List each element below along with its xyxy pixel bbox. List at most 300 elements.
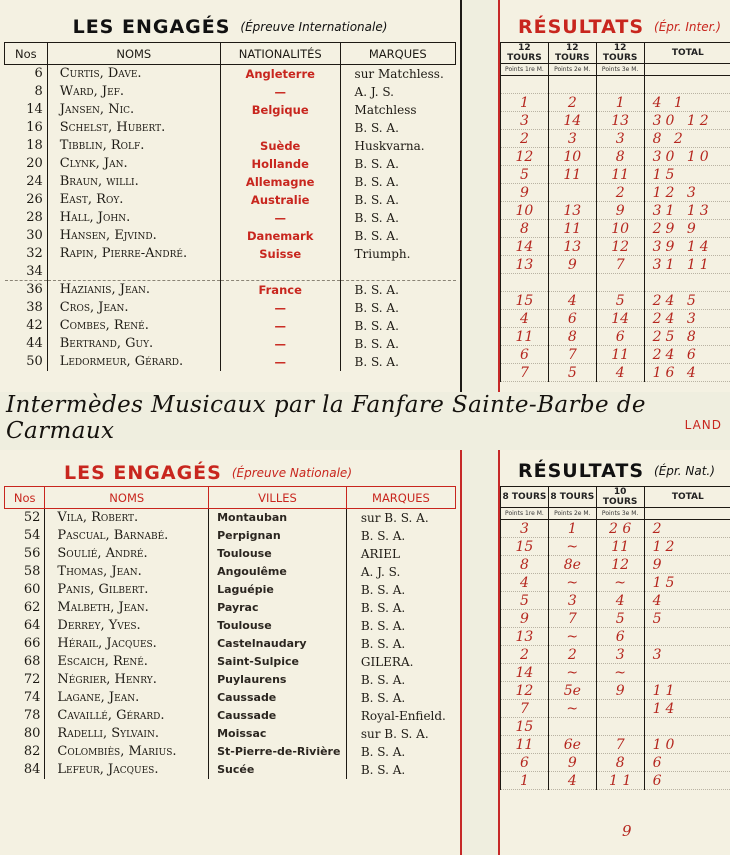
result-total: 29 9 <box>644 220 730 238</box>
result-points: 15 <box>501 292 549 310</box>
table-row <box>5 155 456 173</box>
entry-number: 78 <box>23 708 41 723</box>
table-row <box>5 101 456 119</box>
entry-name: Bertrand, Guy. <box>47 335 220 353</box>
results-row <box>501 220 730 238</box>
international-results-panel <box>498 0 730 392</box>
result-points: 4 <box>548 772 596 790</box>
result-points: 3 <box>596 130 644 148</box>
table-row <box>5 353 456 371</box>
entry-brand: B. S. A. <box>340 317 455 335</box>
result-points: 8 <box>596 754 644 772</box>
result-points: 9 <box>548 754 596 772</box>
results-row <box>501 256 730 274</box>
results-row <box>501 346 730 364</box>
entry-name: Combes, René. <box>47 317 220 335</box>
table-row <box>5 689 456 707</box>
national-title: LES ENGAGÉS <box>64 462 222 484</box>
result-points: 10 <box>501 202 549 220</box>
result-points <box>501 76 549 94</box>
result-points: 6 <box>596 628 644 646</box>
entry-nationality: Hollande <box>220 155 340 173</box>
table-row <box>5 191 456 209</box>
results-row <box>501 538 730 556</box>
result-points: 3 <box>548 592 596 610</box>
entry-number: 68 <box>23 654 41 669</box>
result-points: 14 <box>596 310 644 328</box>
entry-number: 44 <box>26 336 43 351</box>
entry-name: Cros, Jean. <box>47 299 220 317</box>
entry-brand: B. S. A. <box>346 689 455 707</box>
result-total <box>644 664 730 682</box>
result-points: 11 <box>596 166 644 184</box>
entry-nationality: Suisse <box>220 245 340 263</box>
result-points: 5e <box>548 682 596 700</box>
results-col-header: TOTAL <box>644 43 730 64</box>
entry-nationality: — <box>220 209 340 227</box>
entry-number: 82 <box>23 744 41 759</box>
entry-nationality: Australie <box>220 191 340 209</box>
entry-number: 6 <box>34 66 43 82</box>
result-points <box>501 274 549 292</box>
result-points: 8 <box>501 220 549 238</box>
entry-name: East, Roy. <box>47 191 220 209</box>
table-row <box>5 509 456 527</box>
result-total: 12 <box>644 538 730 556</box>
table-row <box>5 281 456 299</box>
entry-name: Thomas, Jean. <box>45 563 209 581</box>
table-row <box>5 173 456 191</box>
result-points: 5 <box>596 610 644 628</box>
entry-name: Lefeur, Jacques. <box>45 761 209 779</box>
table-row <box>5 617 456 635</box>
result-points: 7 <box>596 736 644 754</box>
col-names: NOMS <box>45 487 209 509</box>
result-points: 8 <box>501 556 549 574</box>
entry-name: Panis, Gilbert. <box>45 581 209 599</box>
col-nationalities: NATIONALITÉS <box>220 43 340 65</box>
entry-nationality: — <box>220 299 340 317</box>
entry-nationality: — <box>220 83 340 101</box>
banner <box>6 392 726 444</box>
result-points: 11 <box>548 166 596 184</box>
result-points: 1 <box>596 94 644 112</box>
results-col-header: 8 TOURS <box>548 487 596 508</box>
results-row <box>501 520 730 538</box>
national-results-subtitle: (Épr. Nat.) <box>654 464 715 478</box>
result-points: 1 1 <box>596 772 644 790</box>
entry-nationality <box>220 263 340 281</box>
entry-nationality <box>220 119 340 137</box>
result-total: 8 2 <box>644 130 730 148</box>
results-row <box>501 274 730 292</box>
results-row <box>501 718 730 736</box>
international-results-title: RÉSULTATS <box>518 16 645 38</box>
result-points: 2 <box>548 94 596 112</box>
result-points: 15 <box>501 538 549 556</box>
entry-nationality: — <box>220 335 340 353</box>
entry-nationality: Suède <box>220 137 340 155</box>
result-points: 3 <box>501 112 549 130</box>
table-row <box>5 119 456 137</box>
table-row <box>5 635 456 653</box>
result-points: 15 <box>501 718 549 736</box>
result-points: 8 <box>596 148 644 166</box>
results-row <box>501 736 730 754</box>
entry-nationality: — <box>220 353 340 371</box>
entry-brand: A. J. S. <box>340 83 455 101</box>
result-total <box>644 274 730 292</box>
results-subheader <box>644 508 730 520</box>
results-col-header: 12 TOURS <box>596 43 644 64</box>
result-total: 16 4 <box>644 364 730 382</box>
entry-nationality: Belgique <box>220 101 340 119</box>
results-subheader <box>644 64 730 76</box>
result-points: 7 <box>548 610 596 628</box>
results-footnote: 9 <box>622 822 632 840</box>
entry-brand: B. S. A. <box>340 353 455 371</box>
results-subheader: Points 2e M. <box>548 64 596 76</box>
result-points: 9 <box>501 184 549 202</box>
national-entries-table <box>4 486 456 779</box>
results-row <box>501 574 730 592</box>
result-points: 13 <box>548 202 596 220</box>
entry-brand: B. S. A. <box>346 581 455 599</box>
results-row <box>501 364 730 382</box>
entry-town: Castelnaudary <box>209 635 347 653</box>
entry-brand: B. S. A. <box>340 227 455 245</box>
entry-town: Moissac <box>209 725 347 743</box>
national-subtitle: (Épreuve Nationale) <box>231 466 352 480</box>
result-points: 7 <box>548 346 596 364</box>
result-points: 6 <box>501 346 549 364</box>
result-total: 24 5 <box>644 292 730 310</box>
result-points: 12 <box>596 556 644 574</box>
entry-number: 72 <box>23 672 41 687</box>
international-subtitle: (Épreuve Internationale) <box>240 20 388 34</box>
result-points: ~ <box>548 628 596 646</box>
result-points: 5 <box>548 364 596 382</box>
result-points: ~ <box>548 664 596 682</box>
entry-town: Toulouse <box>209 545 347 563</box>
national-results-panel <box>498 450 730 855</box>
entry-brand: B. S. A. <box>340 173 455 191</box>
result-points: ~ <box>548 574 596 592</box>
entry-number: 62 <box>23 600 41 615</box>
entry-town: Caussade <box>209 689 347 707</box>
result-points: 1 <box>548 520 596 538</box>
results-row <box>501 772 730 790</box>
result-total: 14 <box>644 700 730 718</box>
result-total: 15 <box>644 166 730 184</box>
entry-town: St-Pierre-de-Rivière <box>209 743 347 761</box>
result-points: 9 <box>501 610 549 628</box>
result-points: 8e <box>548 556 596 574</box>
table-row <box>5 335 456 353</box>
entry-number: 32 <box>26 246 43 261</box>
entry-brand: B. S. A. <box>346 743 455 761</box>
results-row <box>501 556 730 574</box>
entry-number: 34 <box>5 263 48 281</box>
entry-brand: GILERA. <box>346 653 455 671</box>
result-points: 9 <box>548 256 596 274</box>
col-num: Nos <box>5 43 48 65</box>
results-row <box>501 592 730 610</box>
entry-brand: B. S. A. <box>340 209 455 227</box>
result-total: 25 8 <box>644 328 730 346</box>
entry-name: Hall, John. <box>47 209 220 227</box>
table-row <box>5 65 456 83</box>
entry-number: 42 <box>26 318 43 333</box>
entry-town: Caussade <box>209 707 347 725</box>
result-points: ~ <box>596 664 644 682</box>
banner-side-text: LAND <box>684 418 722 432</box>
table-row <box>5 527 456 545</box>
results-row <box>501 94 730 112</box>
result-points: 7 <box>501 364 549 382</box>
table-row <box>5 299 456 317</box>
entry-name <box>47 263 220 281</box>
entry-brand: B. S. A. <box>340 191 455 209</box>
entry-brand: A. J. S. <box>346 563 455 581</box>
entry-number: 54 <box>23 528 41 543</box>
result-points: ~ <box>548 538 596 556</box>
entry-name: Négrier, Henry. <box>45 671 209 689</box>
result-points: 4 <box>501 574 549 592</box>
table-row <box>5 263 456 281</box>
result-total: 11 <box>644 682 730 700</box>
results-row <box>501 646 730 664</box>
international-results-header <box>500 14 730 40</box>
result-points: 5 <box>596 292 644 310</box>
entry-nationality: France <box>220 281 340 299</box>
results-row <box>501 76 730 94</box>
col-names: NOMS <box>47 43 220 65</box>
result-total: 9 <box>644 556 730 574</box>
results-row <box>501 682 730 700</box>
result-total: 24 3 <box>644 310 730 328</box>
entry-number: 74 <box>23 690 41 705</box>
result-points <box>596 718 644 736</box>
entry-name: Hazianis, Jean. <box>47 281 220 299</box>
results-row <box>501 610 730 628</box>
entry-brand <box>340 263 455 281</box>
result-total: 5 <box>644 610 730 628</box>
entry-name: Cavaillé, Gérard. <box>45 707 209 725</box>
result-total: 39 14 <box>644 238 730 256</box>
international-results-subtitle: (Épr. Inter.) <box>654 20 721 34</box>
entry-town: Saint-Sulpice <box>209 653 347 671</box>
result-points: 11 <box>501 736 549 754</box>
results-row <box>501 238 730 256</box>
results-subheader: Points 3e M. <box>596 508 644 520</box>
result-points: 2 <box>501 646 549 664</box>
entry-brand: B. S. A. <box>346 527 455 545</box>
table-row <box>5 653 456 671</box>
entry-name: Ledormeur, Gérard. <box>47 353 220 371</box>
results-subheader: Points 1re M. <box>501 64 549 76</box>
results-row <box>501 310 730 328</box>
result-points: 2 6 <box>596 520 644 538</box>
result-points: ~ <box>548 700 596 718</box>
international-title: LES ENGAGÉS <box>72 16 231 38</box>
result-points: 6 <box>501 754 549 772</box>
result-points: 6 <box>596 328 644 346</box>
col-brands: MARQUES <box>340 43 455 65</box>
entry-number: 66 <box>23 636 41 651</box>
entry-brand: B. S. A. <box>340 119 455 137</box>
international-header <box>0 14 460 40</box>
result-points: 11 <box>596 538 644 556</box>
entry-number: 50 <box>26 354 43 369</box>
results-subheader-row <box>501 508 730 520</box>
results-row <box>501 700 730 718</box>
entry-name: Radelli, Sylvain. <box>45 725 209 743</box>
result-points: 10 <box>548 148 596 166</box>
result-points: 5 <box>501 166 549 184</box>
entry-town: Montauban <box>209 509 347 527</box>
result-total: 4 <box>644 592 730 610</box>
col-num: Nos <box>5 487 45 509</box>
result-points <box>596 274 644 292</box>
results-row <box>501 112 730 130</box>
result-points <box>548 274 596 292</box>
result-points: 4 <box>548 292 596 310</box>
national-entries-panel <box>0 450 462 855</box>
results-row <box>501 166 730 184</box>
entry-number: 58 <box>23 564 41 579</box>
results-subheader: Points 2e M. <box>548 508 596 520</box>
entry-brand: sur B. S. A. <box>346 509 455 527</box>
results-col-header: 10 TOURS <box>596 487 644 508</box>
entry-number: 26 <box>26 192 43 207</box>
entry-name: Tibblin, Rolf. <box>47 137 220 155</box>
results-header-row <box>501 43 730 64</box>
entry-nationality: Danemark <box>220 227 340 245</box>
entry-name: Lagane, Jean. <box>45 689 209 707</box>
entry-number: 36 <box>26 282 43 298</box>
result-points: 1 <box>501 772 549 790</box>
entry-town: Perpignan <box>209 527 347 545</box>
results-col-header: 8 TOURS <box>501 487 549 508</box>
result-points: 14 <box>501 664 549 682</box>
entry-number: 30 <box>26 228 43 243</box>
table-row <box>5 761 456 779</box>
result-points: ~ <box>596 574 644 592</box>
result-points: 4 <box>596 364 644 382</box>
entry-number: 60 <box>23 582 41 597</box>
result-points <box>596 700 644 718</box>
result-points: 14 <box>548 112 596 130</box>
national-results-header <box>500 458 730 484</box>
entry-number: 64 <box>23 618 41 633</box>
entry-brand: B. S. A. <box>340 281 455 299</box>
entry-town: Laguépie <box>209 581 347 599</box>
table-row <box>5 563 456 581</box>
result-points: 2 <box>501 130 549 148</box>
entry-nationality: Angleterre <box>220 65 340 83</box>
result-total: 10 <box>644 736 730 754</box>
result-points: 3 <box>548 130 596 148</box>
result-points <box>596 76 644 94</box>
entry-brand: B. S. A. <box>346 599 455 617</box>
result-points: 11 <box>596 346 644 364</box>
entry-brand: B. S. A. <box>340 299 455 317</box>
result-total: 2 <box>644 520 730 538</box>
result-points: 10 <box>596 220 644 238</box>
entry-brand: sur Matchless. <box>340 65 455 83</box>
entry-name: Pascual, Barnabé. <box>45 527 209 545</box>
entry-name: Soulié, André. <box>45 545 209 563</box>
entry-number: 38 <box>26 300 43 315</box>
result-total: 30 12 <box>644 112 730 130</box>
entry-brand: B. S. A. <box>346 617 455 635</box>
entry-name: Malbeth, Jean. <box>45 599 209 617</box>
entry-name: Derrey, Yves. <box>45 617 209 635</box>
result-points: 11 <box>501 328 549 346</box>
result-points: 4 <box>501 310 549 328</box>
entry-number: 14 <box>26 102 43 117</box>
result-points: 2 <box>596 184 644 202</box>
results-col-header: TOTAL <box>644 487 730 508</box>
result-points: 3 <box>501 520 549 538</box>
results-subheader: Points 1re M. <box>501 508 549 520</box>
entry-town: Payrac <box>209 599 347 617</box>
result-points: 1 <box>501 94 549 112</box>
entry-name: Escaich, René. <box>45 653 209 671</box>
national-results-title: RÉSULTATS <box>518 460 645 482</box>
result-points: 12 <box>501 148 549 166</box>
entry-town: Toulouse <box>209 617 347 635</box>
table-row <box>5 545 456 563</box>
result-points: 2 <box>548 646 596 664</box>
table-row <box>5 707 456 725</box>
entry-brand: ARIEL <box>346 545 455 563</box>
results-col-header: 12 TOURS <box>501 43 549 64</box>
result-points: 13 <box>548 238 596 256</box>
result-total <box>644 76 730 94</box>
result-points: 14 <box>501 238 549 256</box>
entry-nationality: — <box>220 317 340 335</box>
entry-number: 84 <box>23 762 41 777</box>
table-row <box>5 599 456 617</box>
entry-brand: B. S. A. <box>346 635 455 653</box>
result-points <box>548 718 596 736</box>
entry-name: Curtis, Dave. <box>47 65 220 83</box>
results-subheader-row <box>501 64 730 76</box>
entry-brand: Triumph. <box>340 245 455 263</box>
result-points: 6e <box>548 736 596 754</box>
table-row <box>5 227 456 245</box>
entry-nationality: Allemagne <box>220 173 340 191</box>
entry-number: 80 <box>23 726 41 741</box>
result-total: 30 10 <box>644 148 730 166</box>
entry-town: Angoulême <box>209 563 347 581</box>
result-total: 31 11 <box>644 256 730 274</box>
results-row <box>501 328 730 346</box>
result-points: 13 <box>501 256 549 274</box>
entry-brand: Huskvarna. <box>340 137 455 155</box>
entry-brand: Matchless <box>340 101 455 119</box>
result-points: 8 <box>548 328 596 346</box>
entry-brand: sur B. S. A. <box>346 725 455 743</box>
entry-brand: B. S. A. <box>340 335 455 353</box>
result-points: 7 <box>596 256 644 274</box>
entry-name: Vila, Robert. <box>45 509 209 527</box>
result-points: 7 <box>501 700 549 718</box>
result-points: 13 <box>596 112 644 130</box>
table-row <box>5 671 456 689</box>
